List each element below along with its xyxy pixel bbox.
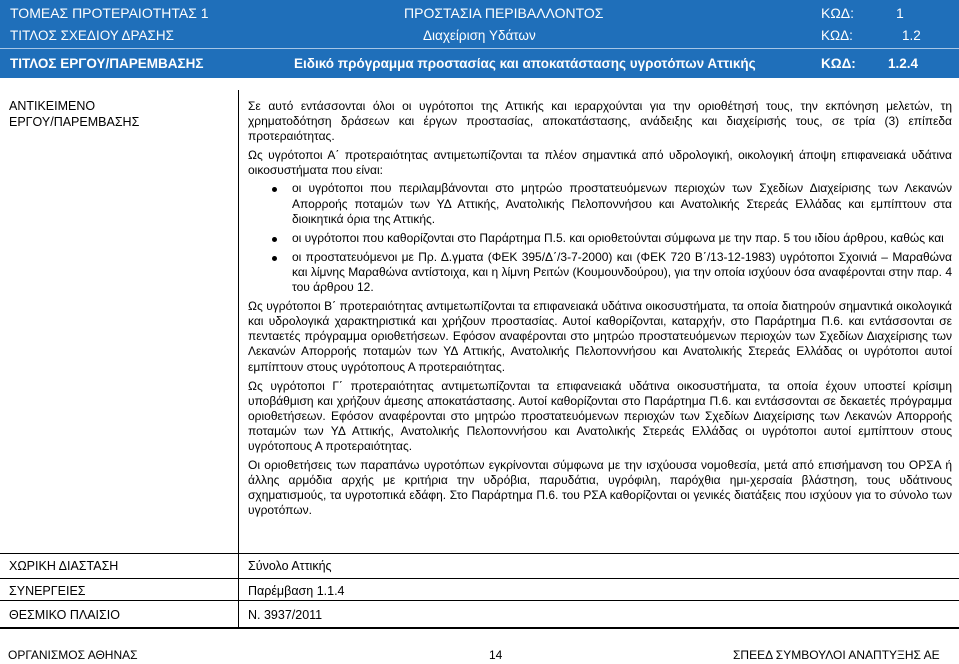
- project-label: ΤΙΤΛΟΣ ΕΡΓΟΥ/ΠΑΡΕΜΒΑΣΗΣ: [10, 56, 204, 71]
- priority-a-list: [248, 181, 952, 295]
- synergies-label: ΣΥΝΕΡΓΕΙΕΣ: [9, 584, 86, 598]
- plan-title: Διαχείριση Υδάτων: [423, 28, 536, 43]
- priority-b-paragraph: Ως υγρότοποι Β΄ προτεραιότητας αντιμετωπίζονται τα επιφανειακά υδάτινα οικοσυστήματα, τα οποία διατηρούν σημαντικά οικολογικά και υδρολογικά χαρακτηριστικά και χρήζουν προστασίας. Αυτοί καθορίζονται, καταρχήν, στο Παράρτημα Π.6. και εντάσσονται σε πενταετές πρόγραμμα οριοθετήσεων. Εφόσον αναφέρονται στο μητρώο προστατευόμενων περιοχών των Σχεδίων Διαχείρισης των Λεκανών Απορροής ποταμών των ΥΔ Αττικής, Ανατολικής Πελοποννήσου και Ανατολικής Στερεάς Ελλάδας οι υγρότοποι αυτοί εμπίπτουν στους υγρότοπους Α προτεραιότητας.: [248, 299, 952, 374]
- column-divider: [238, 90, 239, 627]
- header-row-plan: [0, 24, 959, 48]
- list-item-text: οι προστατευόμενοι με Πρ. Δ.γματα (ΦΕΚ 395/Δ΄/3-7-2000) και (ΦΕΚ 720 Β΄/13-12-1983) υγρότοποι Σχοινιά – Μαραθώνα και λίμνης Μαραθώνα αντίστοιχα, και η λίμνη Ρειτών (Κουμουνδούρου), για την οποία ισχύουν όσα αναφέρονται στην παρ. 4 του άρθρου 12.: [292, 249, 952, 295]
- footer-consultant: ΣΠΕΕΔ ΣΥΜΒΟΥΛΟΙ ΑΝΑΠΤΥΞΗΣ ΑΕ: [733, 648, 940, 662]
- sector-label: ΤΟΜΕΑΣ ΠΡΟΤΕΡΑΙΟΤΗΤΑΣ 1: [10, 5, 209, 21]
- project-title: Ειδικό πρόγραμμα προστασίας και αποκατάστασης υγροτόπων Αττικής: [294, 56, 756, 71]
- spatial-value: Σύνολο Αττικής: [248, 559, 332, 573]
- sector-code-label: ΚΩΔ:: [821, 5, 855, 21]
- plan-code-label: ΚΩΔ:: [821, 28, 853, 43]
- priority-a-paragraph: Ως υγρότοποι Α΄ προτεραιότητας αντιμετωπίζονται τα πλέον σημαντικά από υδρολογική, οικολογική άποψη επιφανειακά υδάτινα οικοσυστήματα που είναι:: [248, 148, 952, 178]
- object-label-line2: ΕΡΓΟΥ/ΠΑΡΕΜΒΑΣΗΣ: [9, 115, 140, 129]
- bullet-icon: [272, 237, 277, 242]
- list-item-text: οι υγρότοποι που καθορίζονται στο Παράρτημα Π.5. και οριοθετούνται σύμφωνα με την παρ. 5 του ιδίου άρθρου, καθώς και: [292, 230, 944, 245]
- row-divider: [0, 578, 959, 579]
- framework-value: Ν. 3937/2011: [248, 608, 323, 622]
- plan-label: ΤΙΤΛΟΣ ΣΧΕΔΙΟΥ ΔΡΑΣΗΣ: [10, 28, 174, 43]
- footer-organization: ΟΡΓΑΝΙΣΜΟΣ ΑΘΗΝΑΣ: [8, 648, 138, 662]
- page-number: 14: [489, 648, 503, 662]
- bullet-icon: [272, 256, 277, 261]
- intro-paragraph: Σε αυτό εντάσσονται όλοι οι υγρότοποι της Αττικής και ιεραρχούνται για την οριοθέτησή τους, την εκπόνηση μελετών, τη χρηματοδότηση δράσεων και έργων προστασίας, αποκατάστασης, ανάδειξης και διαχείρισής τους, σε τρία (3) επίπεδα προτεραιότητας.: [248, 99, 952, 144]
- row-divider: [0, 553, 959, 554]
- plan-code-value: 1.2: [902, 28, 921, 43]
- object-description: [248, 99, 952, 518]
- row-divider: [0, 600, 959, 601]
- header-row-project: [0, 48, 959, 78]
- header-row-sector: [0, 0, 959, 24]
- object-label: [9, 98, 139, 130]
- sector-code-value: 1: [896, 5, 904, 21]
- boundaries-paragraph: Οι οριοθετήσεις των παραπάνω υγροτόπων εγκρίνονται σύμφωνα με την ισχύουσα νομοθεσία, μετά από επισήμανση του ΟΡΣΑ ή άλλης αρμόδια αρχής με κριτήρια την υδρόβια, παρυδάτια, υγρόφιλη, παρόχθια ημι-χερσαία βλάστηση, τους υδάτινους σχηματισμούς, τα υγροτοπικά εδάφη. Στο Παράρτημα Π.6. του ΡΣΑ καθορίζονται οι γενικές διατάξεις που ισχύουν για το σύνολο των υγροτόπων.: [248, 458, 952, 518]
- sector-title: ΠΡΟΣΤΑΣΙΑ ΠΕΡΙΒΑΛΛΟΝΤΟΣ: [404, 5, 604, 21]
- bullet-icon: [272, 187, 277, 192]
- framework-label: ΘΕΣΜΙΚΟ ΠΛΑΙΣΙΟ: [9, 608, 120, 622]
- object-label-line1: ΑΝΤΙΚΕΙΜΕΝΟ: [9, 99, 96, 113]
- synergies-value: Παρέμβαση 1.1.4: [248, 584, 345, 598]
- project-code-value: 1.2.4: [888, 56, 919, 71]
- list-item: [248, 250, 952, 295]
- spatial-label: ΧΩΡΙΚΗ ΔΙΑΣΤΑΣΗ: [9, 559, 119, 573]
- priority-c-paragraph: Ως υγρότοποι Γ΄ προτεραιότητας αντιμετωπίζονται τα επιφανειακά υδάτινα οικοσυστήματα, τα οποία έχουν υποστεί κρίσιμη υποβάθμιση και χρήζουν άμεσης αποκατάστασης. Αυτοί καθορίζονται στο Παράρτημα Π.6. και εντάσσονται σε δεκαετές πρόγραμμα οριοθετήσεων. Εφόσον αναφέρονται στο μητρώο προστατευόμενων περιοχών των Σχεδίων Διαχείρισης των Λεκανών Απορροής ποταμών των ΥΔ Αττικής, Ανατολικής Πελοποννήσου και Ανατολικής Στερεάς Ελλάδας οι υγρότοποι αυτοί εμπίπτουν στους υγρότοπους Α προτεραιότητας.: [248, 378, 952, 453]
- list-item: [248, 231, 952, 246]
- page-footer: [0, 628, 959, 664]
- list-item-text: οι υγρότοποι που περιλαμβάνονται στο μητρώο προστατευόμενων περιοχών των Σχεδίων Διαχείρισης των Λεκανών Απορροής ποταμών των ΥΔ Αττικής, Ανατολικής Πελοποννήσου και Ανατολικής Στερεάς Ελλάδας και εμπίπτουν στα διοικητικά όρια της Αττικής.: [292, 181, 952, 226]
- list-item: [248, 181, 952, 226]
- project-code-label: ΚΩΔ:: [821, 56, 856, 71]
